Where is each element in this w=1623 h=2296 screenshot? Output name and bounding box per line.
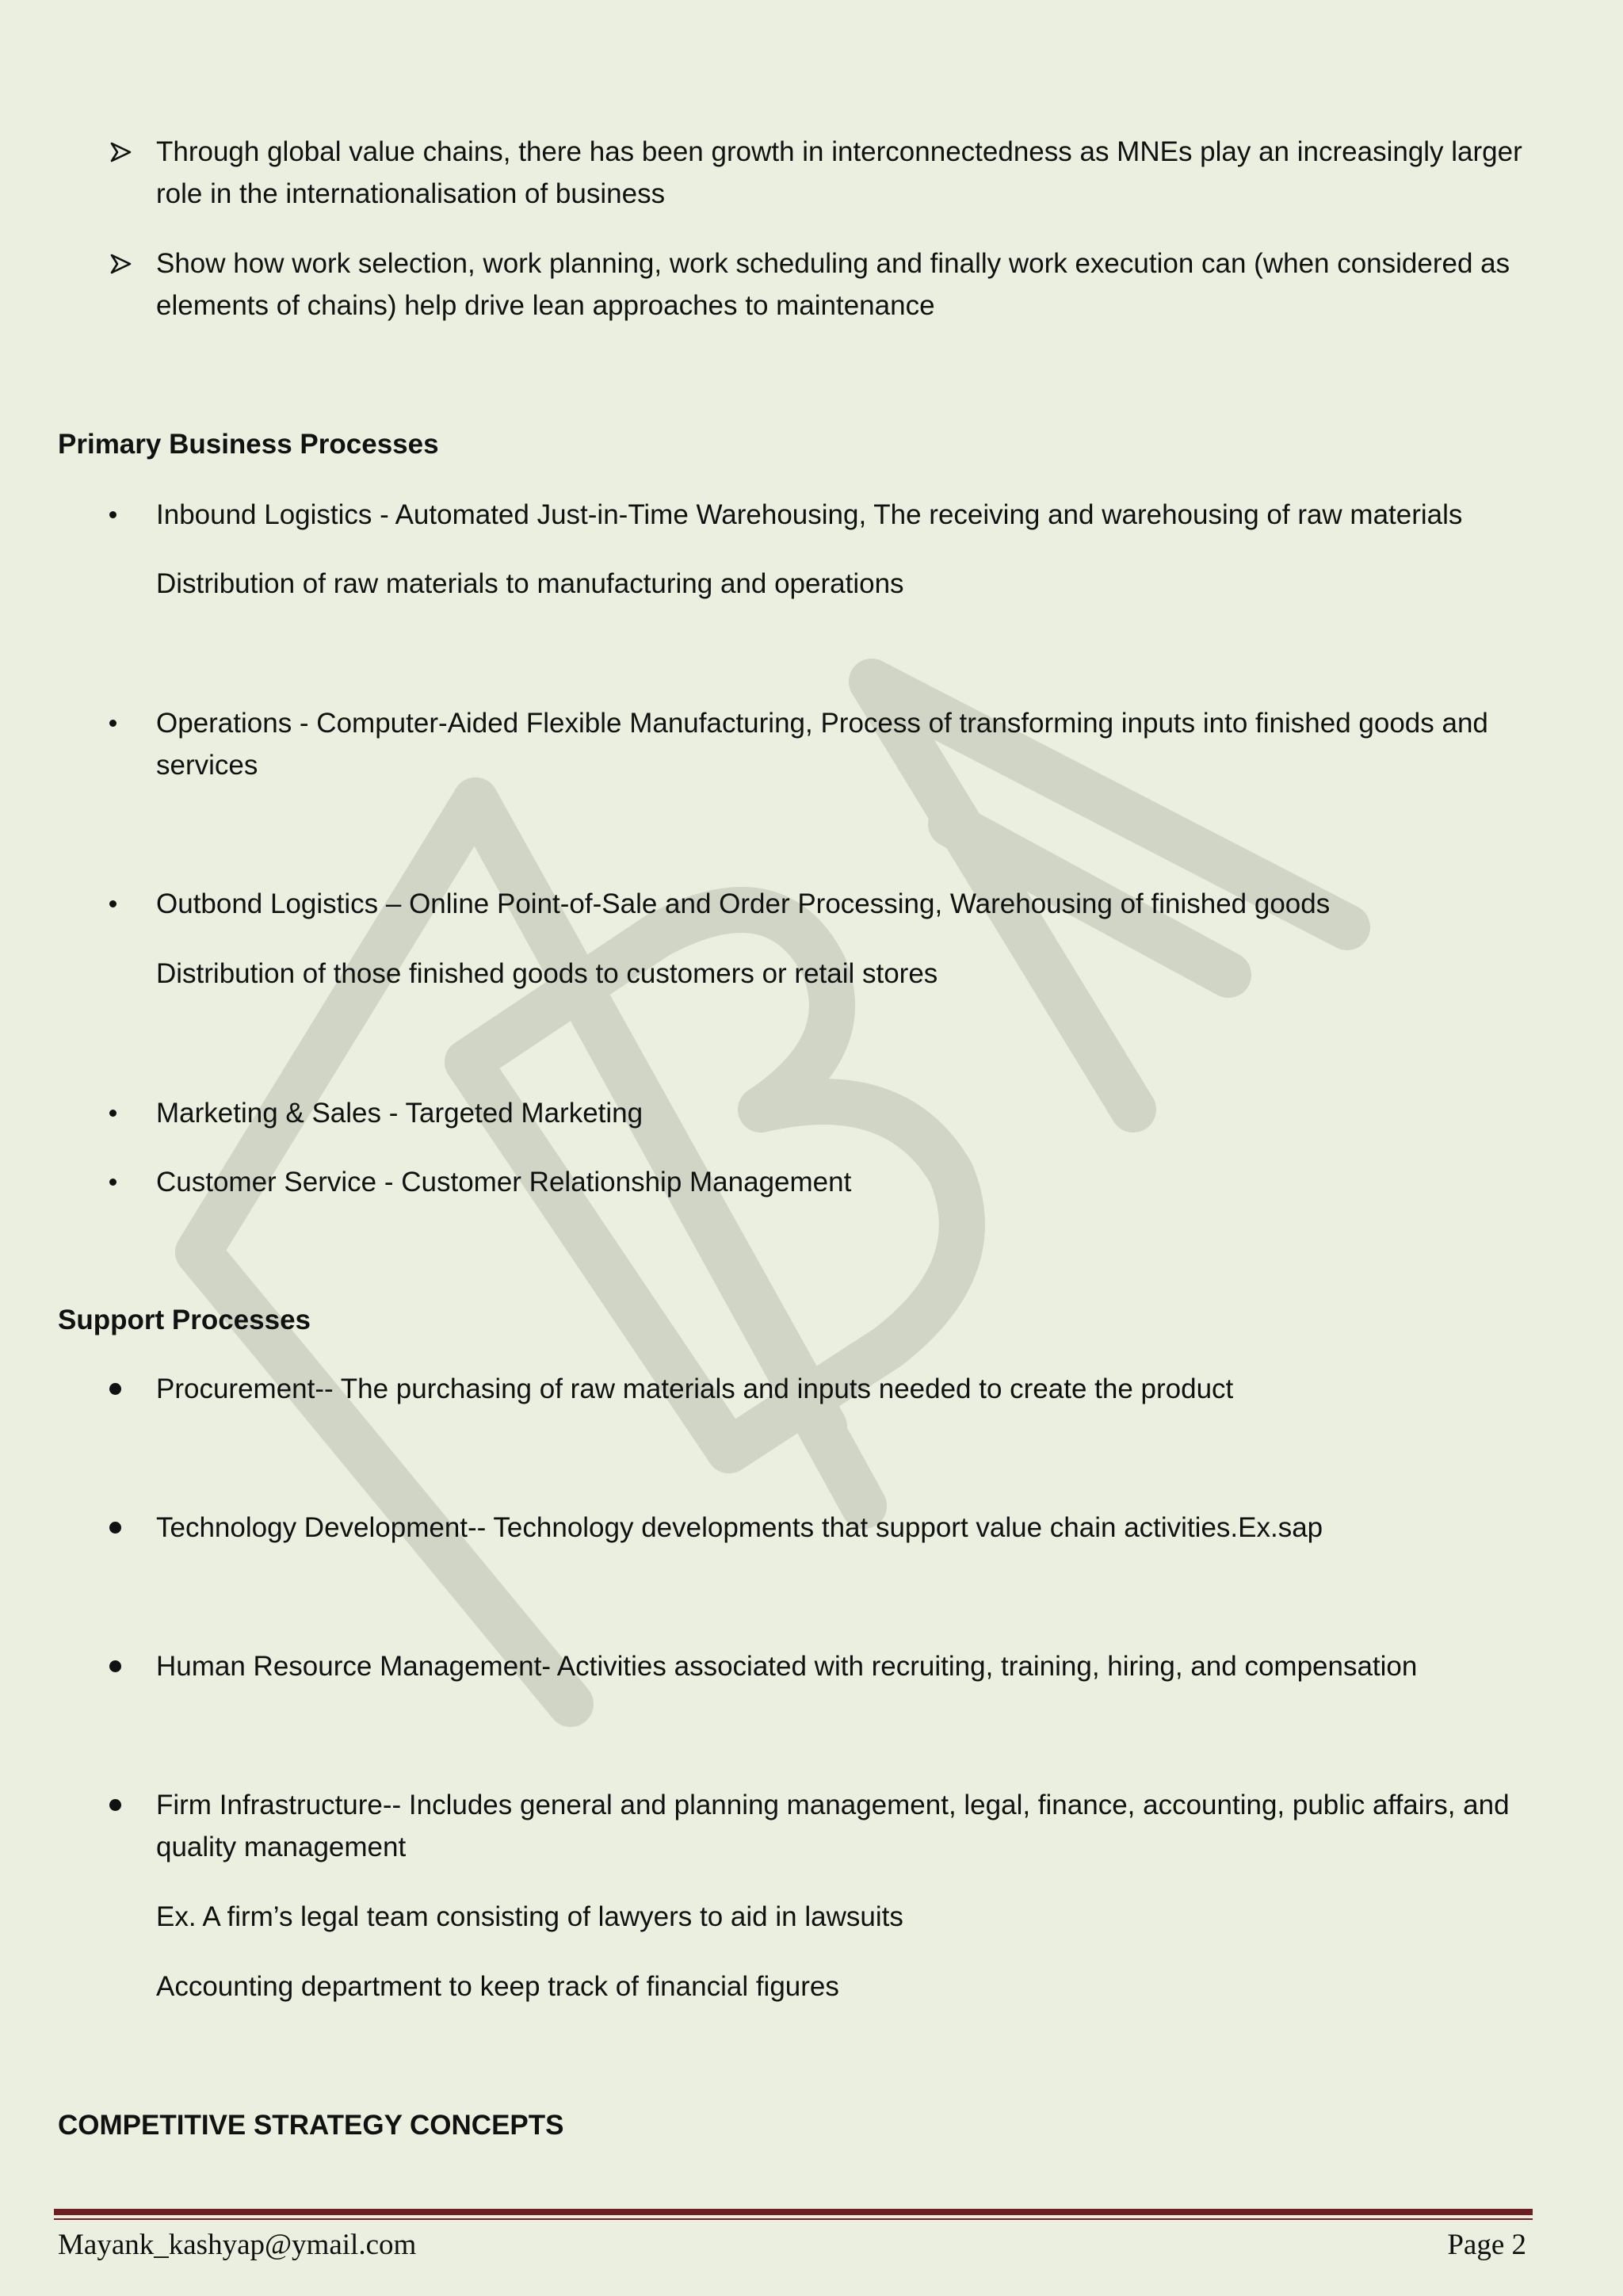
inbound-logistics-detail: Distribution of raw materials to manufacturing and operations	[156, 568, 904, 599]
procurement-item: Procurement-- The purchasing of raw materials and inputs needed to create the product	[156, 1373, 1234, 1404]
footer-rule-thin	[54, 2218, 1533, 2220]
firm-infrastructure-line-2: quality management	[156, 1832, 407, 1862]
marketing-sales-item: Marketing & Sales - Targeted Marketing	[156, 1098, 643, 1129]
operations-item-line-1: Operations - Computer-Aided Flexible Manufacturing, Process of transforming inputs into finished goods and	[156, 708, 1488, 739]
arrow-bullet-icon	[109, 252, 133, 276]
footer-page-number: Page 2	[1447, 2229, 1526, 2261]
support-processes-heading: Support Processes	[58, 1305, 311, 1335]
customer-service-item: Customer Service - Customer Relationship Management	[156, 1167, 852, 1198]
bullet-dot	[109, 1179, 116, 1186]
competitive-strategy-heading: COMPETITIVE STRATEGY CONCEPTS	[58, 2110, 564, 2141]
bullet-dot	[109, 1110, 116, 1117]
bullet-dot	[109, 511, 116, 518]
firm-infrastructure-example-1: Ex. A firm’s legal team consisting of lawyers to aid in lawsuits	[156, 1901, 903, 1932]
intro-bullet-2-line-2: elements of chains) help drive lean approaches to maintenance	[156, 290, 935, 321]
footer-email: Mayank_kashyap@ymail.com	[58, 2229, 417, 2261]
bullet-dot	[109, 720, 116, 727]
bullet-dot	[109, 900, 116, 907]
firm-infrastructure-line-1: Firm Infrastructure-- Includes general and planning management, legal, finance, accounting, public affairs, and	[156, 1790, 1510, 1820]
bullet-dot	[109, 1522, 121, 1534]
bullet-dot	[109, 1799, 121, 1811]
intro-bullet-1-line-1: Through global value chains, there has been growth in interconnectedness as MNEs play an increasingly larger	[156, 136, 1522, 167]
bullet-dot	[109, 1383, 121, 1395]
operations-item-line-2: services	[156, 750, 258, 781]
inbound-logistics-item: Inbound Logistics - Automated Just-in-Time Warehousing, The receiving and warehousing of raw materials	[156, 499, 1463, 530]
arrow-bullet-icon	[109, 140, 133, 164]
human-resource-item: Human Resource Management- Activities associated with recruiting, training, hiring, and compensation	[156, 1651, 1418, 1682]
outbound-logistics-detail: Distribution of those finished goods to customers or retail stores	[156, 958, 938, 989]
outbound-logistics-item: Outbond Logistics – Online Point-of-Sale and Order Processing, Warehousing of finished goods	[156, 888, 1331, 919]
firm-infrastructure-example-2: Accounting department to keep track of financial figures	[156, 1971, 839, 2002]
technology-development-item: Technology Development-- Technology developments that support value chain activities.Ex.sap	[156, 1512, 1323, 1543]
footer-rule	[54, 2209, 1533, 2215]
intro-bullet-1-line-2: role in the internationalisation of business	[156, 178, 666, 209]
bullet-dot	[109, 1660, 121, 1672]
intro-bullet-2-line-1: Show how work selection, work planning, work scheduling and finally work execution can (when considered as	[156, 248, 1510, 279]
primary-processes-heading: Primary Business Processes	[58, 429, 439, 460]
